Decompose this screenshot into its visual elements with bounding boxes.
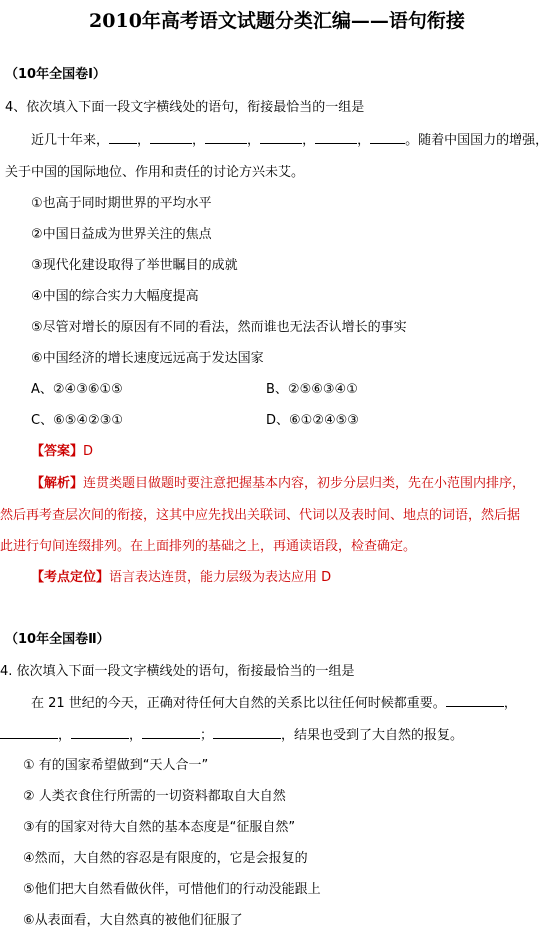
answer-tag: 【答案】 [31, 444, 84, 459]
separator: ； [200, 728, 214, 743]
answer-value: D [83, 444, 94, 459]
list-item: ③现代化建设取得了举世瞩目的成就 [31, 258, 238, 273]
question-stem: 4. 依次填入下面一段文字横线处的语句，衔接最恰当的一组是 [0, 664, 355, 679]
analysis-tag: 【解析】 [31, 476, 84, 491]
blank [0, 726, 58, 739]
blank [260, 131, 302, 144]
answer-line [31, 443, 93, 461]
passage-end: 。随着中国国力的增强， [405, 133, 549, 148]
blank [71, 726, 129, 739]
blank [142, 726, 200, 739]
passage-start: 近几十年来， [31, 133, 110, 148]
analysis-line [31, 475, 525, 493]
passage-line [0, 726, 463, 745]
list-item: ③有的国家对待大自然的基本态度是“征服自然” [23, 820, 296, 835]
blank [370, 131, 405, 144]
blank [446, 694, 504, 707]
section-header: （10年全国卷Ⅱ） [5, 632, 110, 647]
list-item: ② 人类衣食住行所需的一切资料都取自大自然 [23, 789, 286, 804]
list-item: ⑤他们把大自然看做伙伴，可惜他们的行动没能跟上 [23, 882, 321, 897]
analysis-text: 连贯类题目做题时要注意把握基本内容，初步分层归类，先在小范围内排序， [83, 476, 526, 491]
passage-line: 在 21 世纪的今天，正确对待任何大自然的关系比以往任何时候都重要。 ， [31, 696, 517, 711]
section-header: （10年全国卷Ⅰ） [5, 67, 106, 82]
option-a: A、②④③⑥①⑤ [31, 382, 123, 397]
kaodian-line [31, 569, 331, 587]
option-b: B、②⑤⑥③④① [266, 382, 358, 397]
page-title: 2010年高考语文试题分类汇编——语句衔接 [89, 10, 465, 32]
list-item: ⑥从表面看，大自然真的被他们征服了 [23, 913, 243, 928]
passage-line: 关于中国的国际地位、作用和责任的讨论方兴未艾。 [5, 165, 305, 180]
option-c: C、⑥⑤④②③① [31, 413, 124, 428]
passage-end: ，结果也受到了大自然的报复。 [281, 728, 464, 743]
passage-text: 在 21 世纪的今天，正确对待任何大自然的关系比以往任何时候都重要。 [31, 696, 446, 711]
blank [213, 726, 281, 739]
blank [205, 131, 247, 144]
list-item: ① 有的国家希望做到“天人合一” [23, 758, 209, 773]
list-item: ④中国的综合实力大幅度提高 [31, 289, 199, 304]
blank [315, 131, 357, 144]
separator: ， [58, 728, 72, 743]
list-item: ①也高于同时期世界的平均水平 [31, 196, 212, 211]
separator: ， [129, 728, 143, 743]
blank [150, 131, 192, 144]
list-item: ⑤尽管对增长的原因有不同的看法，然而谁也无法否认增长的事实 [31, 320, 407, 335]
list-item: ④然而，大自然的容忍是有限度的，它是会报复的 [23, 851, 308, 866]
analysis-line: 此进行句间连缀排列。在上面排列的基础之上，再通读语段，检查确定。 [0, 539, 417, 554]
list-item: ②中国日益成为世界关注的焦点 [31, 227, 212, 242]
list-item: ⑥中国经济的增长速度远远高于发达国家 [31, 351, 264, 366]
analysis-line: 然后再考查层次间的衔接，这其中应先找出关联词、代词以及表时间、地点的词语，然后据 [0, 508, 521, 523]
kaodian-text: 语言表达连贯，能力层级为表达应用 D [109, 570, 332, 585]
passage-line: 近几十年来， ， ， ， ， ， 。随着中国国力的增强， [31, 133, 549, 148]
option-d: D、⑥①②④⑤③ [266, 413, 359, 428]
blank [109, 131, 137, 144]
question-stem: 4、依次填入下面一段文字横线处的语句，衔接最恰当的一组是 [5, 100, 365, 115]
kaodian-tag: 【考点定位】 [31, 570, 110, 585]
